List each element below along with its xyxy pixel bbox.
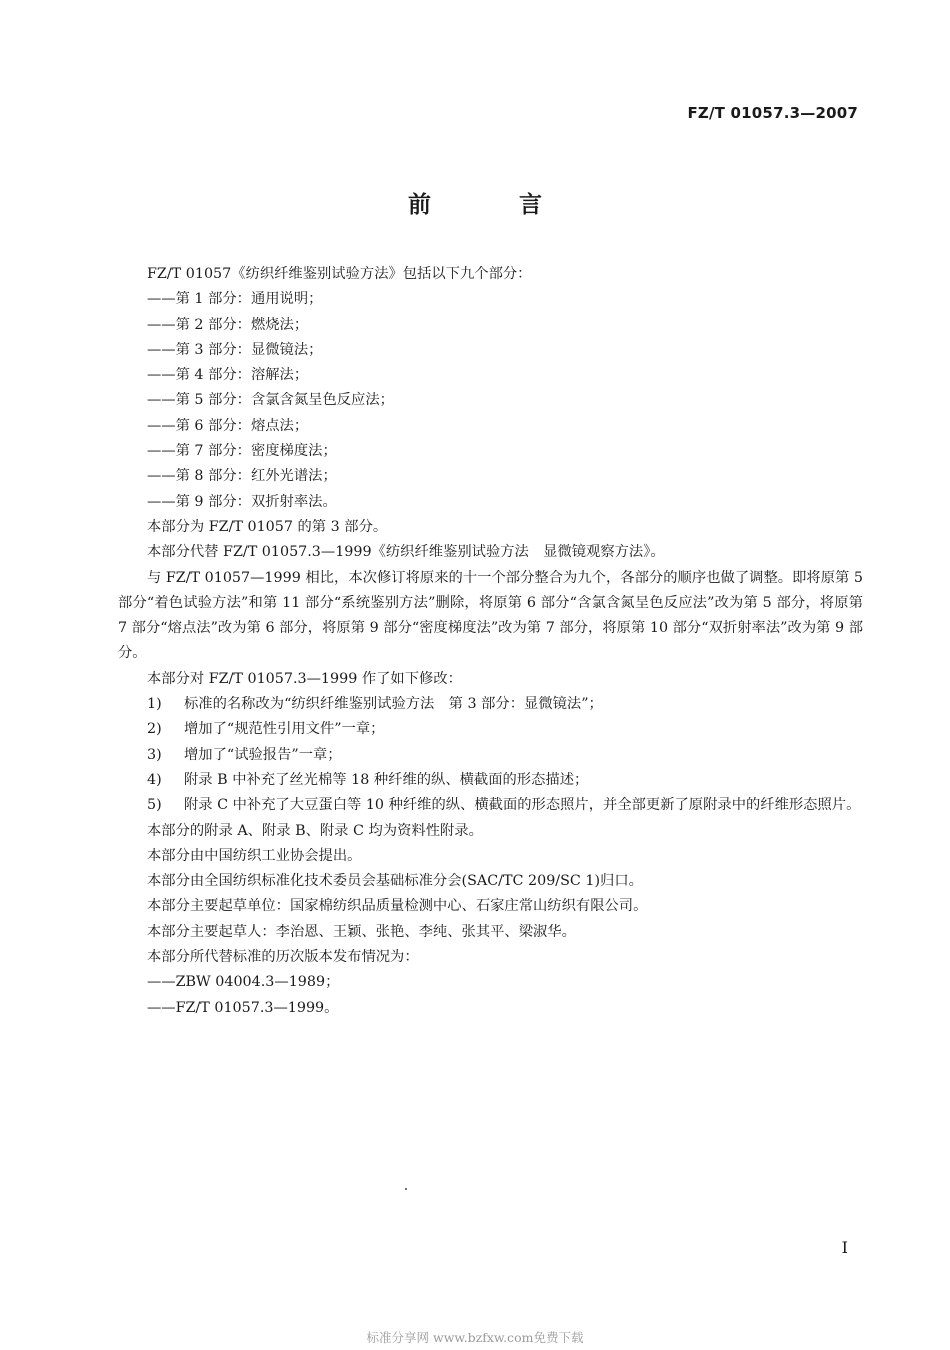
list-item: ——第 9 部分：双折射率法。	[147, 493, 337, 510]
page-number: I	[841, 1238, 848, 1257]
foreword-body	[118, 262, 863, 1021]
item-number: 5)	[147, 797, 162, 814]
list-item: ——ZBW 04004.3—1989；	[147, 974, 340, 991]
parts-list	[118, 287, 863, 515]
list-item: ——第 5 部分：含氯含氮呈色反应法；	[147, 392, 394, 409]
item-text: 增加了“试验报告”一章；	[184, 746, 342, 763]
list-item: ——第 8 部分：红外光谱法；	[147, 468, 337, 485]
list-item: ——第 6 部分：熔点法；	[147, 417, 309, 434]
history-list	[118, 970, 863, 1021]
intro-line: FZ/T 01057《纺织纤维鉴别试验方法》包括以下九个部分：	[147, 266, 532, 282]
item-number: 1)	[147, 696, 162, 713]
standard-code: FZ/T 01057.3—2007	[687, 104, 858, 122]
watermark-text: 标准分享网 www.bzfxw.com免费下载	[366, 1330, 584, 1345]
paragraph: 本部分由中国纺织工业协会提出。	[147, 847, 362, 864]
scan-speck	[405, 1188, 407, 1190]
list-item: ——第 7 部分：密度梯度法；	[147, 443, 337, 460]
list-item: ——第 1 部分：通用说明；	[147, 291, 323, 308]
paragraph: 与 FZ/T 01057—1999 相比，本次修订将原来的十一个部分整合为九个，各部分的顺序也做了调整。即将原第 5 部分“着色试验方法”和第 11 部分“系统鉴别方法”删除，将原第 6 部分“含氯含氮呈色反应法”改为第 5 部分，将原第 7 部分“熔点法”改为第 6 部分，将原第 9 部分“密度梯度法”改为第 7 部分，将原第 10 部分“双折射率法”改为第 9 部分。	[118, 569, 863, 662]
item-text: 增加了“规范性引用文件”一章；	[184, 721, 385, 738]
list-item	[118, 793, 863, 818]
list-item	[118, 692, 863, 717]
list-item: ——第 2 部分：燃烧法；	[147, 316, 309, 333]
paragraph: 本部分对 FZ/T 01057.3—1999 作了如下修改：	[147, 670, 462, 687]
paragraph: 本部分所代替标准的历次版本发布情况为：	[147, 949, 419, 966]
paragraph: 本部分为 FZ/T 01057 的第 3 部分。	[147, 518, 388, 535]
item-text: 附录 B 中补充了丝光棉等 18 种纤维的纵、横截面的形态描述；	[184, 771, 589, 788]
list-item: ——FZ/T 01057.3—1999。	[147, 999, 339, 1016]
item-text: 标准的名称改为“纺织纤维鉴别试验方法 第 3 部分：显微镜法”；	[184, 696, 603, 713]
changes-list	[118, 692, 863, 818]
item-number: 3)	[147, 746, 162, 763]
paragraph: 本部分代替 FZ/T 01057.3—1999《纺织纤维鉴别试验方法 显微镜观察方法》。	[147, 544, 665, 561]
paragraph: 本部分由全国纺织标准化技术委员会基础标准分会(SAC/TC 209/SC 1)归口。	[147, 873, 643, 890]
paragraph: 本部分的附录 A、附录 B、附录 C 均为资料性附录。	[147, 822, 483, 839]
item-number: 2)	[147, 721, 162, 738]
list-item	[118, 743, 863, 768]
list-item	[118, 768, 863, 793]
item-text: 附录 C 中补充了大豆蛋白等 10 种纤维的纵、横截面的形态照片，并全部更新了原附录中的纤维形态照片。	[184, 797, 861, 814]
item-number: 4)	[147, 771, 162, 788]
paragraph: 本部分主要起草人：李治恩、王颖、张艳、李纯、张其平、梁淑华。	[147, 923, 576, 940]
list-item: ——第 4 部分：溶解法；	[147, 367, 309, 384]
list-item	[118, 717, 863, 742]
page-title: 前 言	[407, 192, 582, 218]
paragraph: 本部分主要起草单位：国家棉纺织品质量检测中心、石家庄常山纺织有限公司。	[147, 898, 648, 915]
list-item: ——第 3 部分：显微镜法；	[147, 341, 323, 358]
